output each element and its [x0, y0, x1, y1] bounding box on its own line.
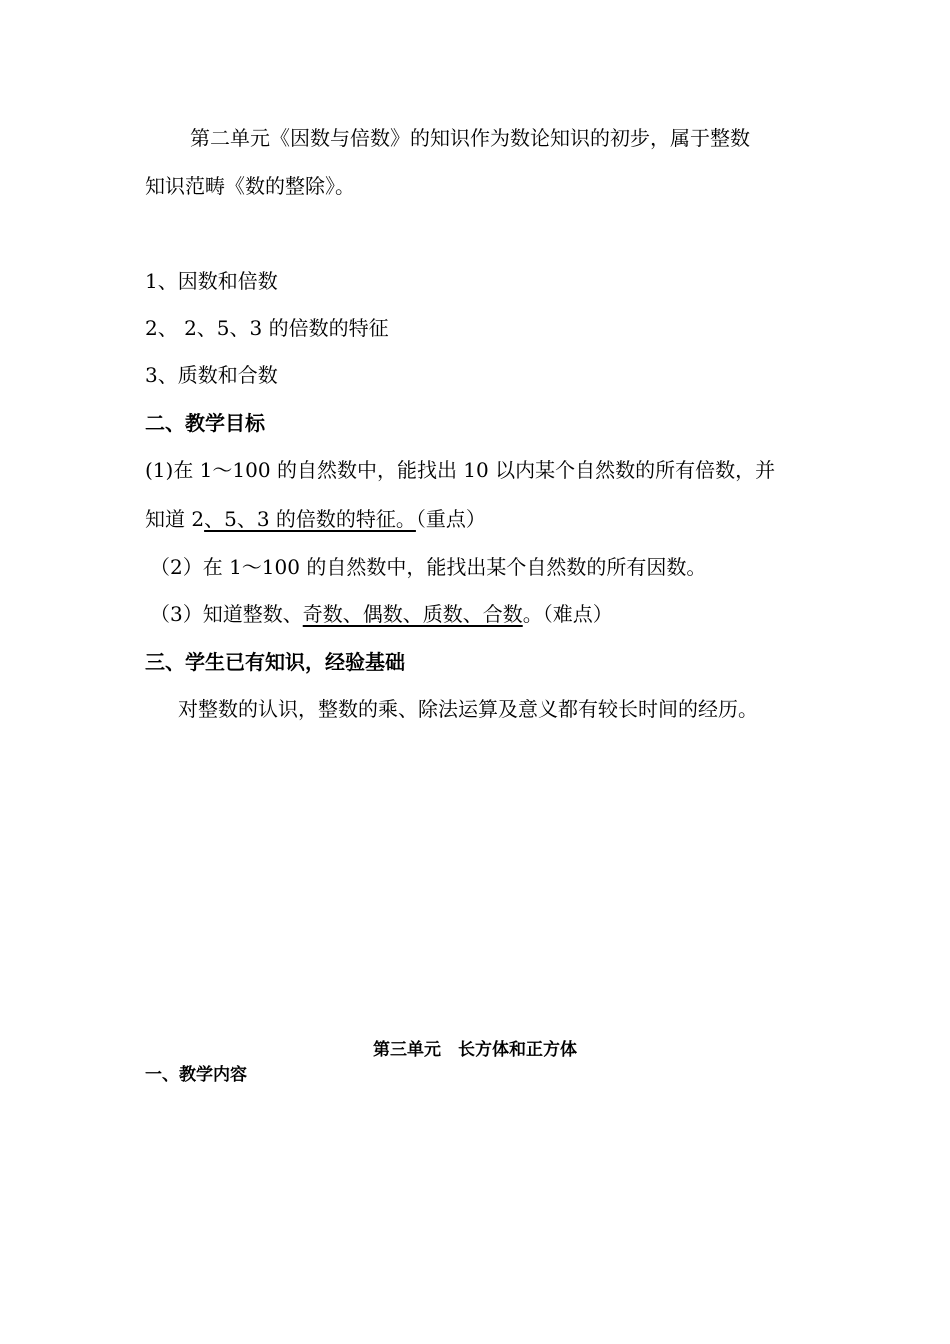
content-item-3: 3、质数和合数 — [145, 363, 278, 387]
content-item-2: 2、 2、5、3 的倍数的特征 — [145, 316, 389, 340]
goal-1-key-point-tag: （重点） — [415, 507, 486, 531]
section-heading-prior-knowledge: 三、学生已有知识，经验基础 — [145, 650, 405, 674]
goal-3-difficult-point-tag: 。（难点） — [522, 602, 613, 626]
goal-3-underlined-text: 奇数、偶数、质数、合数 — [302, 602, 523, 626]
unit3-title: 第三单元 长方体和正方体 — [373, 1040, 577, 1060]
prior-knowledge-body: 对整数的认识，整数的乘、除法运算及意义都有较长时间的经历。 — [178, 697, 758, 721]
content-item-1: 1、因数和倍数 — [145, 269, 278, 293]
goal-1-line1: (1)在 1～100 的自然数中，能找出 10 以内某个自然数的所有倍数，并 — [145, 458, 776, 482]
goal-3 — [150, 600, 613, 628]
goal-1-underlined-text: 、5、3 的倍数的特征。 — [204, 507, 416, 531]
goal-1-line2 — [145, 505, 486, 533]
goal-2: （2）在 1～100 的自然数中，能找出某个自然数的所有因数。 — [150, 555, 707, 579]
goal-3-prefix: （3）知道整数、 — [150, 602, 303, 626]
goal-1-prefix: 知道 2 — [145, 507, 205, 531]
intro-paragraph-line1: 第二单元《因数与倍数》的知识作为数论知识的初步，属于整数 — [190, 126, 750, 150]
unit3-heading-teaching-content: 一、教学内容 — [145, 1065, 247, 1085]
section-heading-teaching-goals: 二、教学目标 — [145, 411, 265, 435]
intro-paragraph-line2: 知识范畴《数的整除》。 — [145, 174, 355, 198]
